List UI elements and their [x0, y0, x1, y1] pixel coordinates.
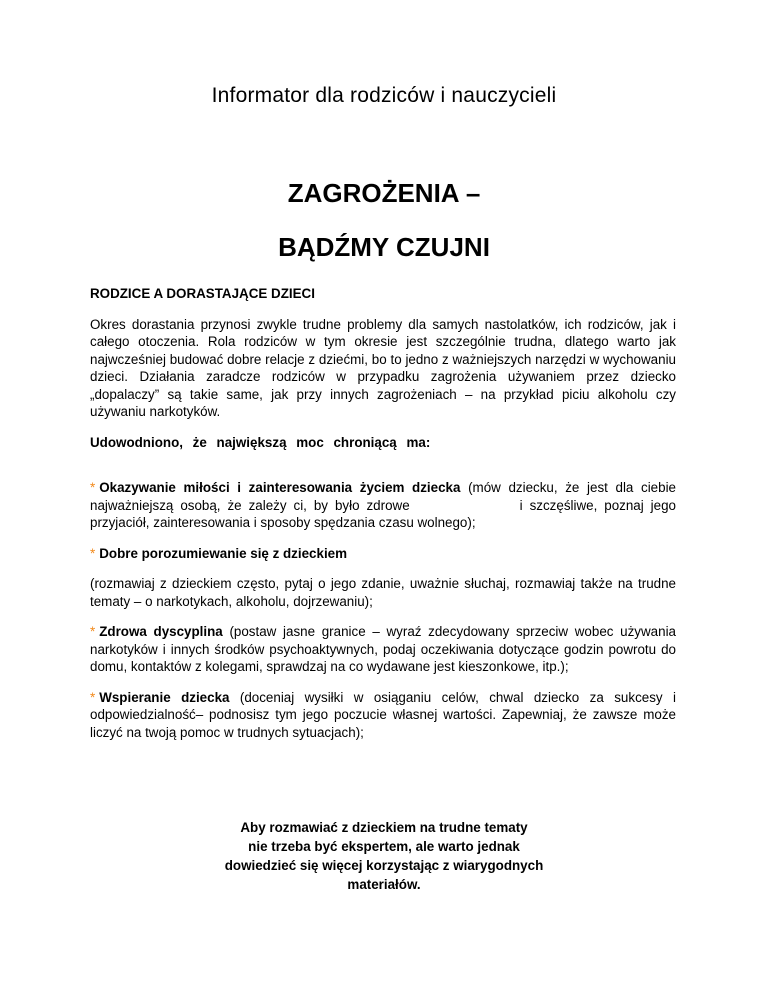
intro-paragraph: Okres dorastania przynosi zwykle trudne problemy dla samych nastolatków, ich rodziców, jak i całego otoczenia. Rola rodziców w tym okresie jest szczególnie trudna, dlatego warto jak najwcześniej budować dobre relacje z dziećmi, bo to jedno z ważniejszych narzędzi w wychowaniu dzieci. Działania zaradcze rodziców w przypadku zagrożenia używaniem przez dziecko „dopalaczy” są takie same, jak przy innych zagrożeniach – na przykład piciu alkoholu czy używaniu narkotyków.: [90, 316, 676, 419]
document-subtitle: Informator dla rodziców i nauczycieli: [211, 84, 557, 107]
bullet-asterisk: *: [90, 545, 96, 561]
closing-line-4: materiałów.: [347, 877, 421, 892]
item-heading: Okazywanie miłości i zainteresowania życiem dziecka: [99, 480, 461, 495]
bullet-asterisk: *: [90, 480, 96, 495]
list-item-communication-text: (rozmawiaj z dzieckiem często, pytaj o jego zdanie, uważnie słuchaj, rozmawiaj także na trudne tematy – o narkotykach, alkoholu, dojrzewaniu);: [90, 576, 676, 609]
bullet-asterisk: *: [90, 689, 96, 705]
document-title-line-2: BĄDŹMY CZUJNI: [278, 232, 490, 262]
item-heading: Dobre porozumiewanie się z dzieckiem: [99, 545, 348, 561]
section-heading: RODZICE A DORASTAJĄCE DZIECI: [90, 286, 315, 301]
document-body: [90, 285, 676, 754]
list-item-discipline: [90, 623, 676, 676]
item-text: (mów dziecku, że jest dla ciebie najważniejszą osobą, że zależy ci, by było zdrowe: [90, 480, 676, 513]
list-item-communication-heading: [90, 545, 676, 563]
bullet-asterisk: *: [90, 624, 96, 639]
item-text: (doceniaj wysiłki w osiąganiu celów, chwal dziecko za sukcesy i odpowiedzialność– podnosisz tym jego poczucie własnej wartości. Zapewniaj, że zawsze może liczyć na twoją pomoc w trudnych sytuacjach);: [90, 689, 676, 740]
item-text: (postaw jasne granice – wyraź zdecydowany sprzeciw wobec używania narkotyków i innych środków psychoaktywnych, podaj oczekiwania dotyczące godzin powrotu do domu, kontaktów z kolegami, sprawdzaj na co wydawane jest kieszonkowe, itp.);: [90, 624, 676, 674]
lead-sentence: Udowodniono, że największą moc chroniącą ma:: [90, 434, 431, 450]
list-item-love: [90, 479, 676, 532]
closing-line-3: dowiedzieć się więcej korzystając z wiarygodnych: [224, 858, 544, 873]
closing-line-1: Aby rozmawiać z dzieckiem na trudne tematy: [240, 820, 528, 835]
item-text-continued: i szczęśliwe, poznaj jego przyjaciół, zainteresowania i sposoby spędzania czasu wolnego);: [90, 497, 676, 530]
closing-line-2: nie trzeba być ekspertem, ale warto jednak: [248, 839, 520, 854]
closing-note: [0, 818, 768, 894]
item-heading: Zdrowa dyscyplina: [99, 624, 223, 639]
document-title-line-1: ZAGROŻENIA –: [287, 178, 481, 208]
item-heading: Wspieranie dziecka: [99, 689, 230, 705]
list-item-support: [90, 689, 676, 742]
